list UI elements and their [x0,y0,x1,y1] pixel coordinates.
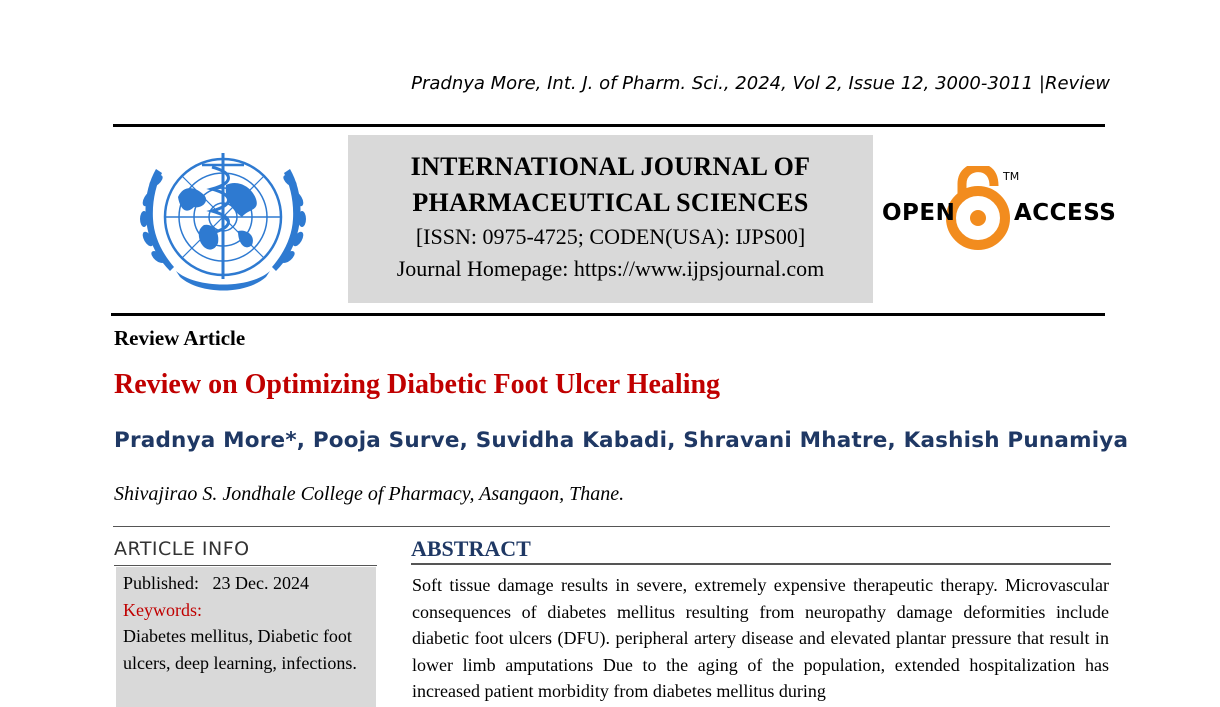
published-date: 23 Dec. 2024 [212,573,309,593]
journal-homepage: Journal Homepage: https://www.ijpsjournal.com [396,256,825,281]
trademark-mark: TM [1003,170,1020,183]
author-affiliation: Shivajirao S. Jondhale College of Pharmacy, Asangaon, Thane. [114,483,625,505]
journal-title-line2: PHARMACEUTICAL SCIENCES [412,188,809,217]
journal-title-line1: INTERNATIONAL JOURNAL OF [410,152,811,181]
published-row [123,570,376,597]
abstract-heading: ABSTRACT [411,536,531,561]
article-info-rule [114,565,377,566]
keywords-label: Keywords: [123,599,202,620]
running-header-citation: Pradnya More, Int. J. of Pharm. Sci., 2024, Vol 2, Issue 12, 3000-3011 |Review [411,73,1110,94]
journal-issn: [ISSN: 0975-4725; CODEN(USA): IJPS00] [415,224,806,249]
masthead-rule [111,313,1105,316]
journal-header-box [348,135,873,303]
article-type: Review Article [114,326,246,350]
section-divider [113,526,1110,527]
abstract-rule [411,563,1111,565]
author-list[interactable]: Pradnya More*, Pooja Surve, Suvidha Kabadi, Shravani Mhatre, Kashish Punamiya [114,428,1129,453]
journal-emblem-logo [126,139,326,307]
article-title: Review on Optimizing Diabetic Foot Ulcer Healing [114,369,721,400]
published-label: Published: [123,573,200,593]
article-info-box [116,567,376,707]
open-access-access-label: ACCESS [1014,200,1117,226]
keywords-list: Diabetes mellitus, Diabetic foot ulcers, deep learning, infections. [123,626,357,673]
header-rule [113,124,1105,127]
open-access-open-label: OPEN [882,200,956,226]
abstract-text: Soft tissue damage results in severe, extremely expensive therapeutic therapy. Microvascular consequences of diabetes mellitus resulting from neuropathy damage deformities include diabetic foot ulcers (DFU). peripheral artery disease and elevated plantar pressure that result in lower limb amputations Due to the aging of the population, extended hospitalization has increased patient morbidity from diabetes mellitus during [412,575,1109,701]
article-info-heading: ARTICLE INFO [114,538,250,560]
